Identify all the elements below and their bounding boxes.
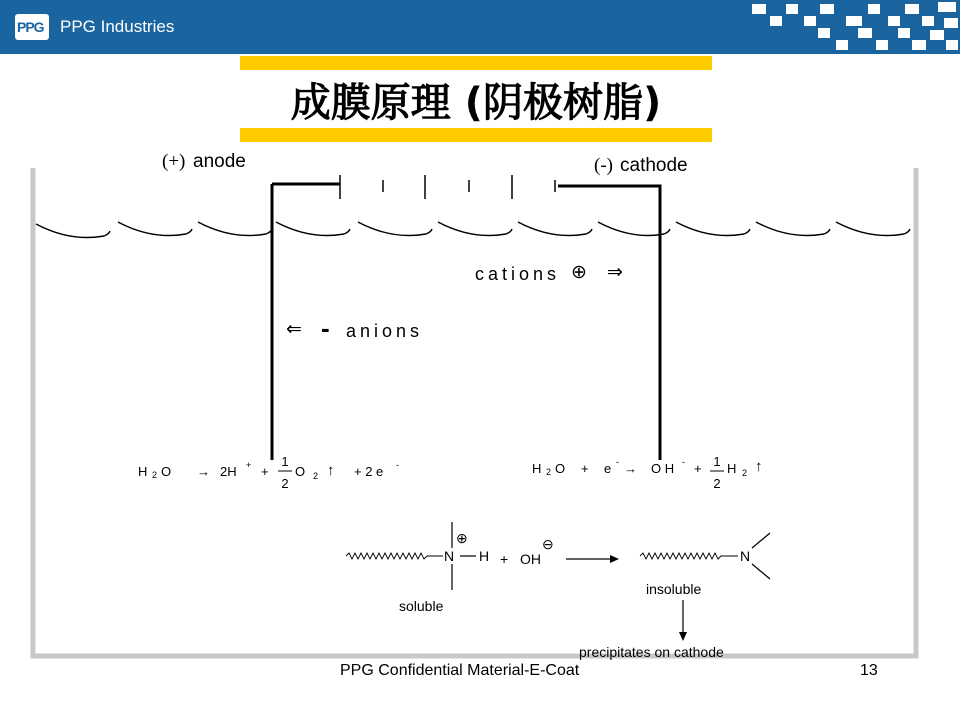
anode-gas-arrow: ↑ [327,462,335,479]
resin-chain-left [346,553,443,559]
product-bond-up [752,533,770,548]
amine-hydrogen: H [479,548,490,564]
product-bond-down [752,564,770,579]
anode-reaction-arrow: → [197,464,210,479]
product-nitrogen: N [740,548,751,564]
logo-text: PPG [17,19,44,35]
soluble-label: soluble [399,598,444,614]
anode-frac-den: 2 [281,476,289,491]
cathode-sign: (-) [594,155,613,176]
hydroxide: OH [520,551,541,567]
anode-reactant-h: H [138,464,148,479]
cathode-electron: e [604,461,612,476]
anode-product-h-charge: + [246,460,252,470]
cathode-electron-charge: - [616,457,619,467]
anode-sign: (+) [162,151,186,172]
positive-charge: ⊕ [456,530,468,546]
tank-outline [33,168,916,656]
anode-electron-charge: - [396,460,399,470]
negative-charge: ⊖ [542,536,554,552]
precipitates-label: precipitates on cathode [579,644,724,660]
anode-plus-1: + [261,464,269,479]
anion-arrow: ⇐ [286,319,302,340]
company-name: PPG Industries [60,17,175,36]
amine-nitrogen: N [444,548,455,564]
cathode-product-h: H [727,461,737,476]
insoluble-label: insoluble [646,581,702,597]
cathode-gas-arrow: ↑ [755,458,763,475]
mechanism-plus: + [500,551,509,567]
cathode-plus-1: + [581,461,589,476]
cathode-plus-2: + [694,461,702,476]
slide-title: 成膜原理 (阴极树脂) [290,80,662,126]
anions-label: anions [346,321,424,341]
anode-product-h: 2H [220,464,237,479]
cathode-product-h-sub: 2 [742,468,748,478]
anode-frac-num: 1 [281,454,289,469]
cathode-reactant-h: H [532,461,542,476]
reaction-arrow-head [610,555,619,563]
cations-label: cations [475,264,561,284]
cathode-frac-den: 2 [713,476,721,491]
power-supply-ticks [340,175,555,199]
cathode-frac-num: 1 [713,454,721,469]
cathode-reactant-sub: 2 [546,467,552,477]
cathode-label: cathode [620,155,688,176]
anode-label: anode [193,151,246,172]
anode-reactant-sub: 2 [152,470,158,480]
anode-product-o-sub: 2 [313,471,319,481]
resin-chain-right [640,553,738,559]
footer-text: PPG Confidential Material-E-Coat [340,662,580,679]
anode-electrons: + 2 e [354,464,384,479]
anode-reactant-o: O [161,464,172,479]
cation-arrow: ⇒ [607,262,623,283]
cathode-reactant-o: O [555,461,566,476]
cation-plus-symbol: ⊕ [571,262,587,283]
precipitate-arrow-head [679,632,687,641]
cathode-product-oh: O H [651,461,675,476]
anode-product-o: O [295,464,306,479]
cathode-oh-charge: - [682,457,685,467]
cathode-reaction-arrow: → [624,461,637,476]
anion-minus-symbol: - [321,313,330,343]
page-number: 13 [860,662,878,679]
liquid-surface [36,222,910,238]
